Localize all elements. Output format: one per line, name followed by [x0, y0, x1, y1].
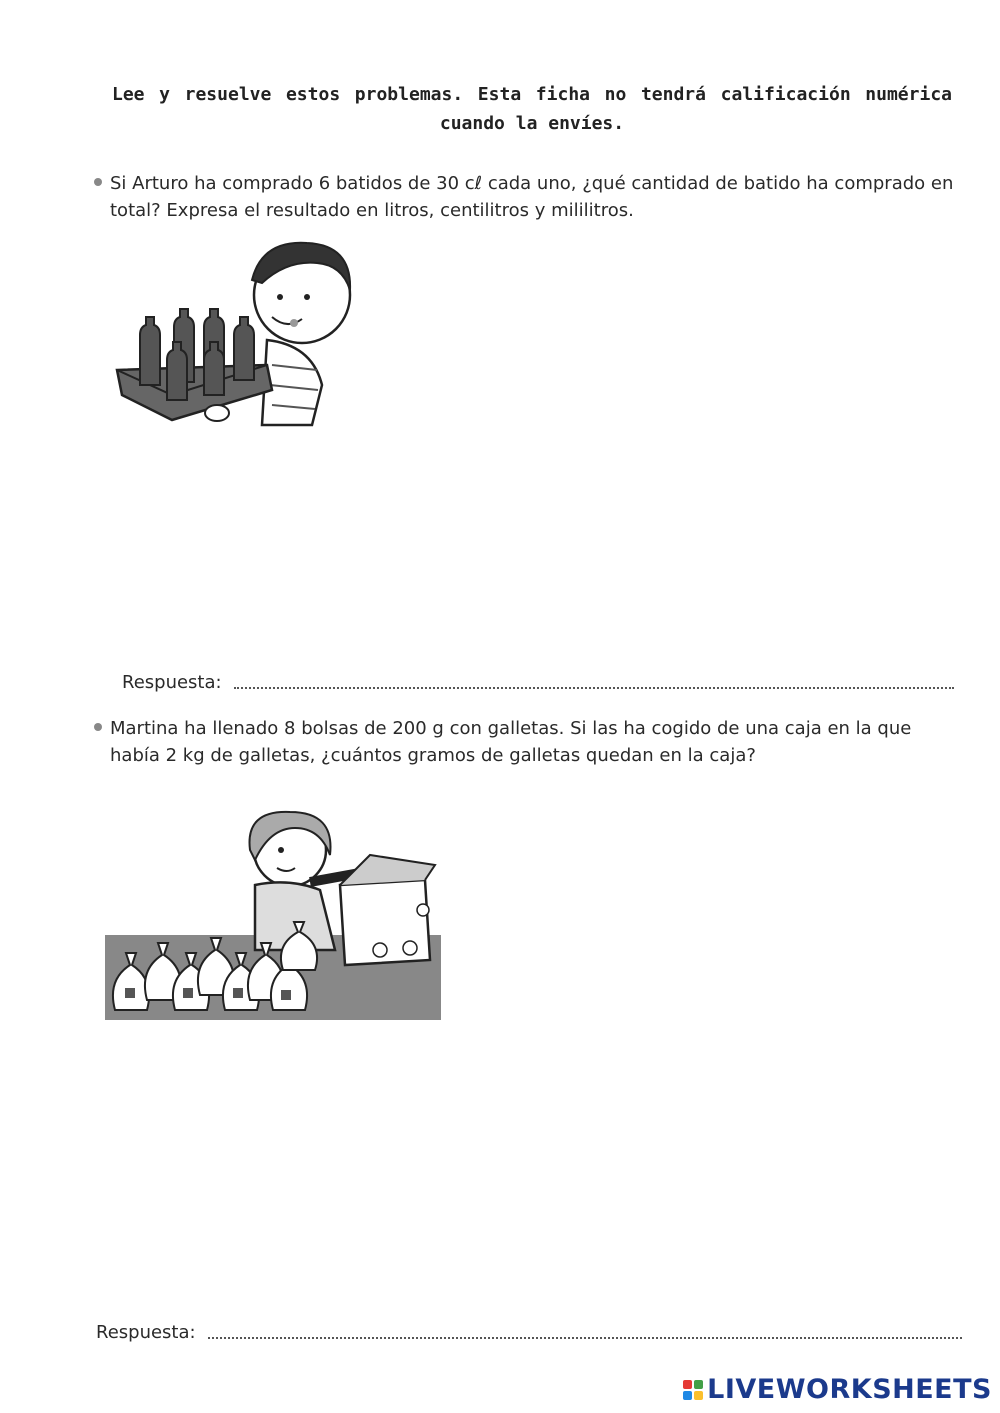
- answer-label-1: Respuesta:: [122, 672, 222, 693]
- answer-line-2[interactable]: [96, 1322, 962, 1343]
- girl-with-cookie-bags-illustration: [105, 810, 441, 1022]
- instructions: Lee y resuelve estos problemas. Esta ficha no tendrá calificación numérica cuando la envíes.: [112, 84, 952, 134]
- problem-1-statement: Si Arturo ha comprado 6 batidos de 30 cℓ cada uno, ¿qué cantidad de batido ha comprado en total? Expresa el resultado en litros, centilitros y mililitros.: [110, 173, 954, 221]
- problem-1-text: [110, 170, 960, 224]
- answer-dotted-line-2[interactable]: [208, 1337, 962, 1339]
- brand-name: LIVEWORKSHEETS: [707, 1374, 992, 1405]
- liveworksheets-logo: [683, 1374, 992, 1405]
- logo-squares-icon: [683, 1380, 703, 1400]
- answer-dotted-line-1[interactable]: [234, 687, 954, 689]
- bullet-icon: [94, 178, 102, 186]
- answer-label-2: Respuesta:: [96, 1322, 196, 1343]
- problem-2-text: [110, 715, 960, 769]
- problem-2-statement: Martina ha llenado 8 bolsas de 200 g con galletas. Si las ha cogido de una caja en la que había 2 kg de galletas, ¿cuántos gramos de galletas quedan en la caja?: [110, 718, 912, 766]
- bullet-icon: [94, 723, 102, 731]
- boy-with-bottles-illustration: [112, 235, 362, 435]
- answer-line-1[interactable]: [122, 672, 954, 693]
